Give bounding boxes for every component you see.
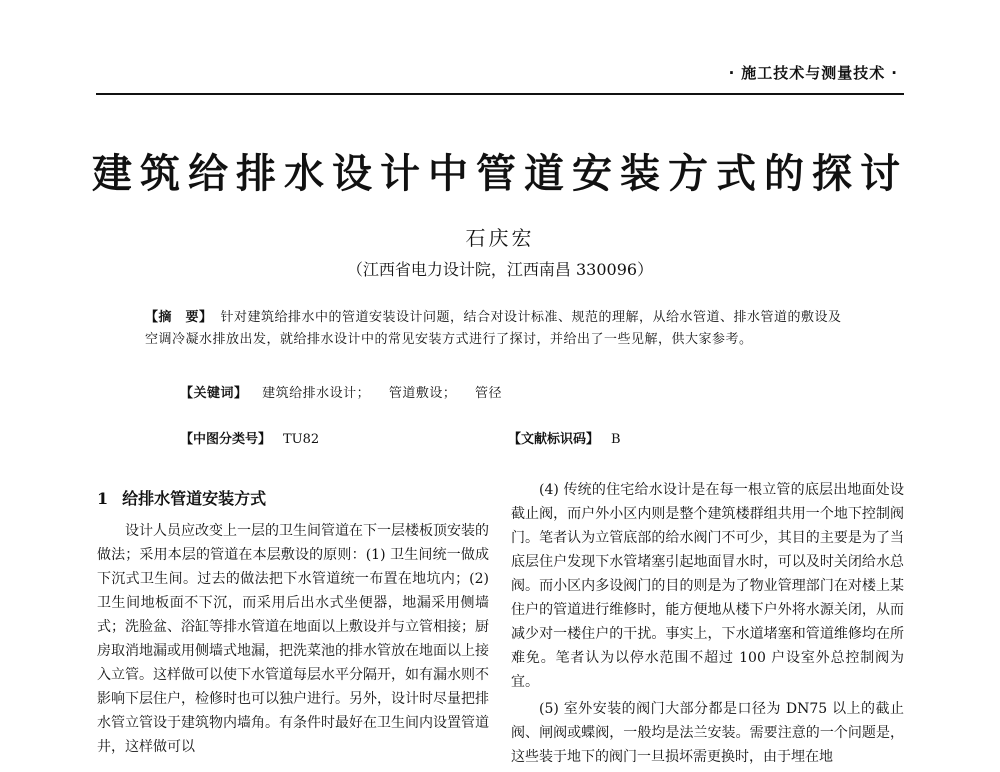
abstract-text: 针对建筑给排水中的管道安装设计问题，结合对设计标准、规范的理解，从给水管道、排水管道的敷设及空调冷凝水排放出发，就给排水设计中的常见安装方式进行了探讨，并给出了一些见解，供大家参考。 <box>145 310 842 347</box>
abstract-label: 【摘 要】 <box>145 310 213 325</box>
clc-value: TU82 <box>283 432 320 447</box>
affiliation: （江西省电力设计院，江西南昌 330096） <box>346 260 654 279</box>
left-column <box>97 519 489 762</box>
keyword: 管径 <box>474 386 502 401</box>
keywords <box>180 382 516 401</box>
section-title: 给排水管道安装方式 <box>122 489 267 508</box>
doc-code-value: B <box>611 432 621 447</box>
section-number: 1 <box>97 489 109 508</box>
header-rule <box>96 93 904 95</box>
header-section-name: 施工技术与测量技术 <box>741 64 886 82</box>
document-code <box>508 428 621 447</box>
paragraph: 设计人员应改变上一层的卫生间管道在下一层楼板顶安装的做法；采用本层的管道在本层敷设的原则：(1) 卫生间统一做成下沉式卫生间。过去的做法把下水管道统一布置在地坑内；(2) 卫生间地板面不下沉，而采用后出水式坐便器，地漏采用侧墙式；洗脸盆、浴缸等排水管道在地面以上敷设并与立管相接；厨房取消地漏或用侧墙式地漏，把洗菜池的排水管放在地面以上接入立管。这样做可以使下水管道每层水平分隔开，如有漏水则不影响下层住户，检修时也可以独户进行。另外，设计时尽量把排水管立管设于建筑物内墙角。有条件时最好在卫生间内设置管道井，这样做可以 <box>97 523 489 755</box>
doc-code-label: 【文献标识码】 <box>508 432 600 447</box>
paragraph: (4) 传统的住宅给水设计是在每一根立管的底层出地面处设截止阀，而户外小区内则是整个建筑楼群组共用一个地下控制阀门。笔者认为立管底部的给水阀门不可少，其目的主要是为了当底层住户发现下水管堵塞引起地面冒水时，可以及时关闭给水总阀。而小区内多设阀门的目的则是为了物业管理部门在对楼上某住户的管道进行维修时，能方便地从楼下户外将水源关闭，从而减少对一楼住户的干扰。事实上，下水道堵塞和管道维修均在所难免。笔者认为以停水范围不超过 100 户设室外总控制阀为宜。 <box>511 482 904 690</box>
clc-number <box>180 428 319 447</box>
right-column <box>511 478 904 772</box>
header-bullet: · <box>728 64 736 82</box>
paragraph: (5) 室外安装的阀门大部分都是口径为 DN75 以上的截止阀、闸阀或蝶阀，一般均是法兰安装。需要注意的一个问题是，这些装于地下的阀门一旦损坏需更换时，由于埋在地 <box>511 701 904 765</box>
abstract <box>145 307 855 351</box>
author: 石庆宏 <box>465 226 535 250</box>
journal-section-header <box>723 62 904 83</box>
clc-label: 【中图分类号】 <box>180 432 272 447</box>
section-heading <box>97 486 266 509</box>
keyword: 建筑给排水设计； <box>262 386 371 401</box>
keywords-label: 【关键词】 <box>180 386 248 401</box>
header-bullet-end: · <box>891 64 898 82</box>
paper-title: 建筑给排水设计中管道安装方式的探讨 <box>92 150 908 197</box>
keyword: 管道敷设； <box>388 386 457 401</box>
